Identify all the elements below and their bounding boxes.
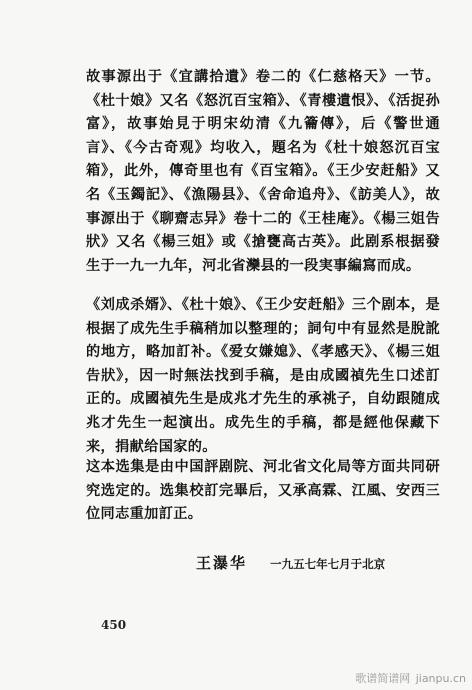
body-paragraph-1: 故事源出于《宜講拾遺》卷二的《仁慈格天》一节。《杜十娘》又名《怒沉百宝箱》、《青樓遺恨》、《活捉孙富》，故事始見于明宋幼清《九籥傳》，后《警世通言》、《今古奇观》均收入，題名为《杜十娘怒沉百宝箱》，此外，傳奇里也有《百宝箱》。《王少安赶船》又名《玉鐲記》、《漁陽县》、《舍命追舟》、《訪美人》，故事源出于《聊齋志异》卷十二的《王桂庵》。《楊三姐告狀》又名《楊三姐》或《搶甕高古英》。此剧系根据發生于一九一九年，河北省灤县的一段実事編寫而成。 [86,69,440,274]
page-number: 450 [101,618,127,632]
body-paragraph-2: 《刘成杀婿》、《杜十娘》、《王少安赶船》三个剧本，是根据了成先生手稿稍加以整理的；詞句中有显然是脫訛的地方，略加訂补。《爱女嫌媳》、《孝感天》、《楊三姐告狀》，因一时無法找到手稿，是由成國禎先生口述訂正的。成國禎先生是成兆才先生的承祧子，自幼跟随成兆才先生一起演出。成先生的手稿，都是經他保藏下来，捐献给国家的。 [86,297,440,455]
watermark-site-domain: jianpu.cn [415,672,466,685]
site-watermark [353,670,466,686]
watermark-site-name: 歌谱简谱网 [355,672,411,685]
signer-name: 王瀑华 [196,554,248,572]
body-paragraph-3: 这本选集是由中国評剧院、河北省文化局等方面共同研究选定的。选集校訂完畢后，又承高霖、江風、安西三位同志重加訂正。 [86,459,440,523]
signature-date: 一九五七年七月于北京 [270,557,386,571]
signature-line [196,552,385,573]
